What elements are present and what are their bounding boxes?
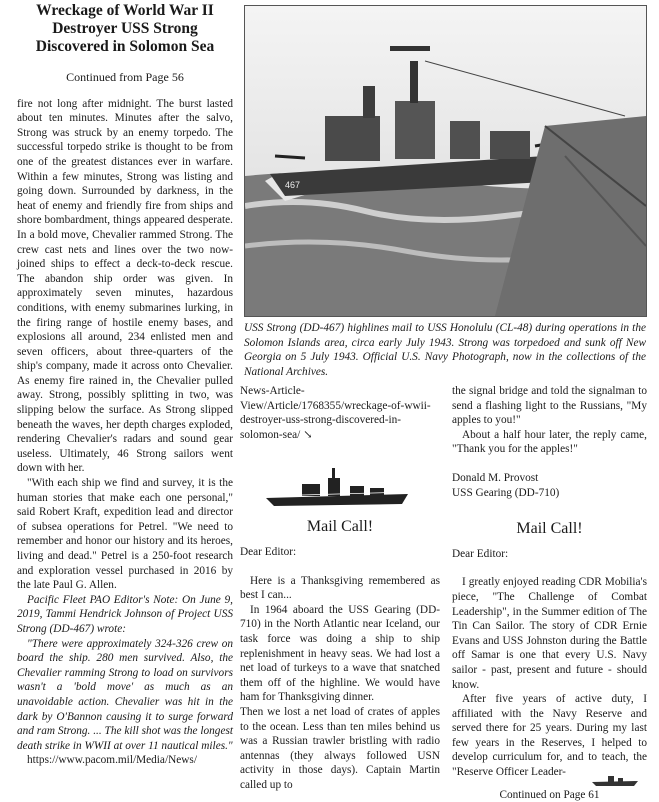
article-title: Wreckage of World War II Destroyer USS Strong Discovered in Solomon Sea (35, 2, 215, 55)
letter-right-paragraph-2: After five years of active duty, I affiliated with the Navy Reserve and served there for 25 years. During my last few years in the Reserves, I helped to develop curriculum for, and to teach, the "Reserve Officer Leader- (452, 693, 647, 779)
letter-left-continued-2: About a half hour later, the reply came, "Thank you for the apples!" (452, 428, 647, 456)
ship-logo-icon (590, 772, 640, 788)
right-column (452, 384, 647, 802)
ship-photo (244, 5, 647, 317)
letter-left-paragraph-3: Then we lost a net load of crates of apples to the ocean. Less than ten miles behind us was a Russian trawler bristling with radio antennas (they always followed USN activity in those days). Captain Martin called up to (240, 705, 440, 791)
editor-quote: "There were approximately 324-326 crew on board the ship. 280 men survived. Also, the Chevalier ramming Strong to load on survivors wasn't a 'bold move' as much as an unavoidable action. Chevalier was hit in the dark by O'Bannon causing it to surge forward and ram Strong. ... The kill shot was the longest death strike in WWII at over 11 nautical miles." (17, 637, 233, 752)
letter-left-paragraph-2: In 1964 aboard the USS Gearing (DD-710) in the North Atlantic near Iceland, our task force was doing a ship to ship replenishment in heavy seas. We had lost a net load of turkeys to a wave that snatched them off of the highline. We would have ham for Thanksgiving dinner. (240, 603, 440, 704)
greeting-right: Dear Editor: (452, 547, 509, 560)
greeting-left: Dear Editor: (240, 545, 297, 558)
letter-left-paragraph-1: Here is a Thanksgiving remembered as best I can... (240, 574, 440, 602)
source-url[interactable]: https://www.pacom.mil/Media/News/ (27, 754, 197, 767)
continued-on: Continued on Page 61 (499, 788, 600, 801)
editor-note: Pacific Fleet PAO Editor's Note: On June 9, 2019, Tammi Hendrick Johnson of Project USS Strong (DD-467) wrote: (17, 593, 233, 635)
article-paragraph-2: "With each ship we find and survey, it is the human stories that make each one personal," said Robert Kraft, expedition lead and director of subsea operations for Petrel. "We need to remember and honor our history and its heroes, living and dead." Petrel is a 250-foot research and exploration vessel purchased in 2016 by the late Paul G. Allen. (17, 477, 233, 592)
letter-right-paragraph-1: I greatly enjoyed reading CDR Mobilia's piece, "The Challenge of Combat Leadership", in the Summer edition of The Tin Can Sailor. The story of CDR Ernie Evans and USS Johnston during the Battle off Samar is one that every U.S. Navy sailor - past, present and future - should know. (452, 576, 647, 691)
mail-call-heading-left: Mail Call! (306, 518, 374, 536)
photo-caption: USS Strong (DD-467) highlines mail to USS Honolulu (CL-48) during operations in the Solomon Islands area, circa early July 1943. Strong was torpedoed and sunk off New Georgia on 5 July 1943. Official U.S. Navy Photograph, now in the collections of the National Archives. (244, 322, 646, 378)
hull-number: 467 (285, 180, 301, 190)
ship-photo-drawing (245, 6, 646, 316)
mail-call-heading-right: Mail Call! (516, 520, 583, 538)
source-url-continued[interactable]: News-Article-View/Article/1768355/wreckage-of-wwii-destroyer-uss-strong-discovered-in-solomon-sea/ ↘ (240, 385, 431, 441)
signature-name: Donald M. Provost (452, 471, 539, 484)
arrow-icon: ↘ (303, 428, 313, 441)
destroyer-silhouette-icon (262, 464, 412, 514)
letter-left-continued-1: the signal bridge and told the signalman to send a flashing light to the Russians, "My apples to you!" (452, 385, 647, 427)
left-column (17, 2, 233, 768)
middle-column (240, 384, 440, 792)
article-paragraph-1: fire not long after midnight. The burst lasted about ten minutes. Minutes after the salvo, Strong was struck by an enemy torpedo. The successful torpedo strike is thought to be from one of the greatest distances ever in warfare. Within a few minutes, Strong was listing and going down. Surrounded by darkness, in the heat of enemy and friendly fire from ships and shore bombardment, things appeared desperate. In a bold move, Chevalier rammed Strong. The crew cast nets and lines over the two now-joined ships to effect a deck-to-deck rescue. The abandon ship order was given. In approximately seven minutes, hazardous conditions, with enemy submarines lurking, in the firing range of hostile enemy bases, and explosions all around, 234 enlisted men and seven officers, about three-quarters of the ship's company, made it across onto Chevalier. As enemy fire rained in, the Chevalier pulled away. Strong, possibly splitting in two, was slipping below the surface. As Strong slipped beneath the waves, her depth charges exploded, rendering Chevalier's radars and sound gear useless. Ultimately, 46 Strong sailors went down with her. (17, 97, 233, 475)
signature-ship: USS Gearing (DD-710) (452, 486, 560, 499)
continued-from: Continued from Page 56 (66, 70, 184, 84)
